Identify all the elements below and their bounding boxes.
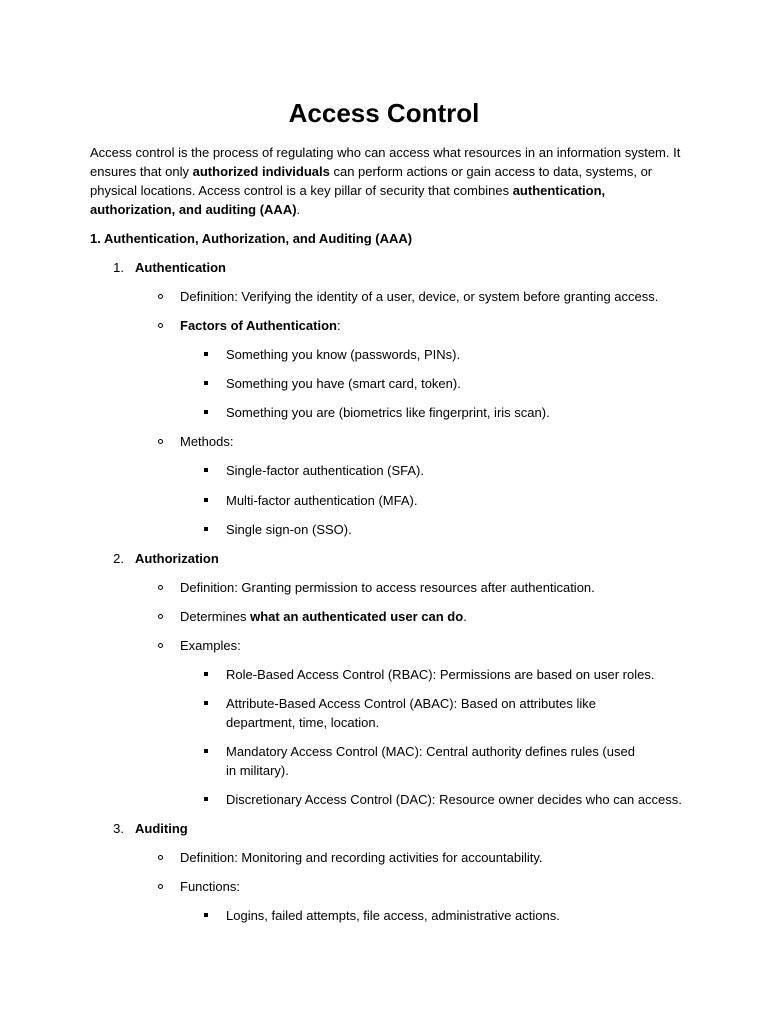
circle-bullet-icon xyxy=(158,614,163,619)
circle-bullet-icon xyxy=(158,855,163,860)
circle-bullet-icon xyxy=(158,585,163,590)
method-item: Single sign-on (SSO). xyxy=(226,522,352,537)
list-number: 3. xyxy=(113,821,124,836)
square-bullet-icon xyxy=(204,672,208,676)
circle-bullet-icon xyxy=(158,439,163,444)
example-item: Role-Based Access Control (RBAC): Permissions are based on user roles. xyxy=(226,667,655,682)
square-bullet-icon xyxy=(204,410,208,414)
square-bullet-icon xyxy=(204,468,208,472)
authorization-determines: Determines what an authenticated user can do. xyxy=(180,609,467,624)
intro-bold-2: authentication, authorization, and auditing (AAA) xyxy=(90,183,606,217)
circle-bullet-icon xyxy=(158,884,163,889)
square-bullet-icon xyxy=(204,527,208,531)
factor-item: Something you know (passwords, PINs). xyxy=(226,347,461,362)
square-bullet-icon xyxy=(204,797,208,801)
methods-label: Methods: xyxy=(180,434,234,449)
square-bullet-icon xyxy=(204,913,208,917)
intro-text-2: can perform actions or gain access to data, systems, or physical locations. Access control is a key pillar of security that combines xyxy=(90,164,653,198)
example-item: Mandatory Access Control (MAC): Central authority defines rules (used in military). xyxy=(226,744,635,778)
section-heading: 1. Authentication, Authorization, and Auditing (AAA) xyxy=(90,231,413,246)
example-item: Attribute-Based Access Control (ABAC): Based on attributes like department, time, location. xyxy=(226,696,596,730)
functions-label: Functions: xyxy=(180,879,240,894)
authorization-definition: Definition: Granting permission to access resources after authentication. xyxy=(180,580,595,595)
page-title: Access Control xyxy=(288,98,480,128)
auditing-definition: Definition: Monitoring and recording activities for accountability. xyxy=(180,850,543,865)
authentication-heading: Authentication xyxy=(135,260,226,275)
square-bullet-icon xyxy=(204,749,208,753)
method-item: Single-factor authentication (SFA). xyxy=(226,463,424,478)
intro-text-3: . xyxy=(296,202,301,217)
list-number: 2. xyxy=(113,551,124,566)
authentication-definition: Definition: Verifying the identity of a user, device, or system before granting access. xyxy=(180,289,659,304)
examples-label: Examples: xyxy=(180,638,241,653)
circle-bullet-icon xyxy=(158,643,163,648)
factor-item: Something you have (smart card, token). xyxy=(226,376,461,391)
auditing-heading: Auditing xyxy=(135,821,188,836)
square-bullet-icon xyxy=(204,498,208,502)
authorization-heading: Authorization xyxy=(135,551,219,566)
circle-bullet-icon xyxy=(158,323,163,328)
square-bullet-icon xyxy=(204,701,208,705)
example-item: Discretionary Access Control (DAC): Resource owner decides who can access. xyxy=(226,792,682,807)
intro-bold-1: authorized individuals xyxy=(192,164,330,179)
factor-item: Something you are (biometrics like fingerprint, iris scan). xyxy=(226,405,550,420)
list-number: 1. xyxy=(113,260,124,275)
intro-text-1: Access control is the process of regulating who can access what resources in an information system. It ensures that only xyxy=(90,145,681,179)
function-item: Logins, failed attempts, file access, administrative actions. xyxy=(226,908,560,923)
square-bullet-icon xyxy=(204,381,208,385)
factors-label: Factors of Authentication: xyxy=(180,318,341,333)
circle-bullet-icon xyxy=(158,294,163,299)
method-item: Multi-factor authentication (MFA). xyxy=(226,493,418,508)
intro-paragraph xyxy=(90,143,682,219)
square-bullet-icon xyxy=(204,352,208,356)
